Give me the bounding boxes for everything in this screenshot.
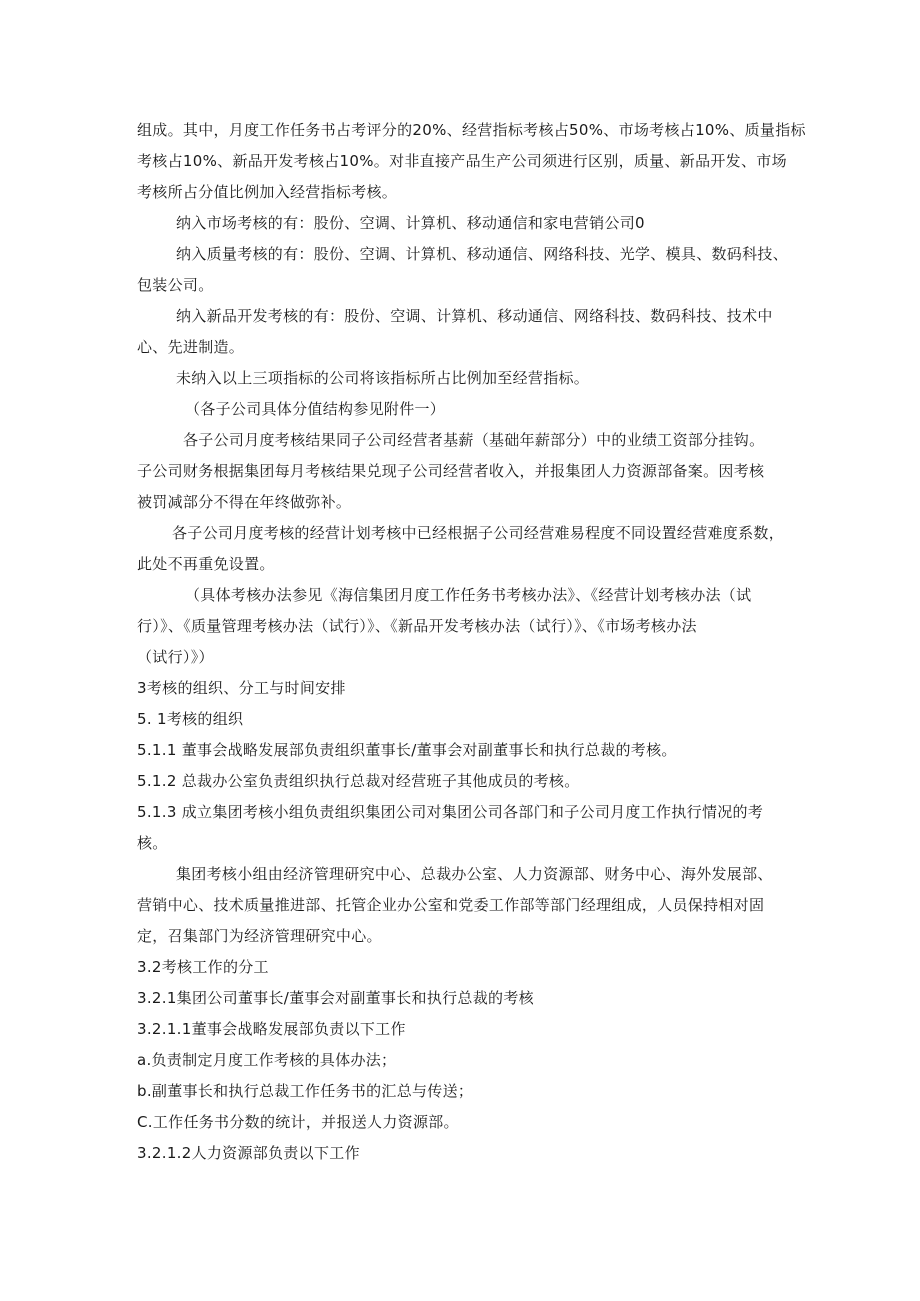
text-line: 3.2考核工作的分工 <box>137 958 269 976</box>
text-line: 纳入新品开发考核的有：股份、空调、计算机、移动通信、网络科技、数码科技、技术中 <box>176 307 773 325</box>
text-line: 此处不再重免设置。 <box>137 555 275 573</box>
text-line: 未纳入以上三项指标的公司将该指标所占比例加至经营指标。 <box>176 369 590 387</box>
text-line: （各子公司具体分值结构参见附件一） <box>185 400 446 418</box>
text-line: C.工作任务书分数的统计，并报送人力资源部。 <box>137 1113 459 1131</box>
text-line: 3.2.1.1董事会战略发展部负责以下工作 <box>137 1020 406 1038</box>
text-line: 被罚减部分不得在年终做弥补。 <box>137 493 352 511</box>
text-line: 集团考核小组由经济管理研究中心、总裁办公室、人力资源部、财务中心、海外发展部、 <box>176 865 773 883</box>
text-line: b.副董事长和执行总裁工作任务书的汇总与传送； <box>137 1082 474 1100</box>
text-line: 3.2.1集团公司董事长/董事会对副董事长和执行总裁的考核 <box>137 989 534 1007</box>
text-line: 5. 1考核的组织 <box>137 710 244 728</box>
text-line: 3考核的组织、分工与时间安排 <box>137 679 346 697</box>
text-line: 纳入市场考核的有：股份、空调、计算机、移动通信和家电营销公司0 <box>176 214 645 232</box>
text-line: 组成。其中，月度工作任务书占考评分的20%、经营指标考核占50%、市场考核占10%、质量指标 <box>137 121 806 139</box>
text-line: 定，召集部门为经济管理研究中心。 <box>137 927 382 945</box>
text-line: 营销中心、技术质量推进部、托管企业办公室和党委工作部等部门经理组成，人员保持相对固 <box>137 896 765 914</box>
text-line: （具体考核办法参见《海信集团月度工作任务书考核办法》、《经营计划考核办法（试 <box>185 586 752 604</box>
text-line: 核。 <box>137 834 168 852</box>
text-line: 纳入质量考核的有：股份、空调、计算机、移动通信、网络科技、光学、模具、数码科技、 <box>176 245 789 263</box>
text-line: （试行）》） <box>137 648 214 666</box>
text-line: 心、先进制造。 <box>137 338 245 356</box>
text-line: 5.1.2 总裁办公室负责组织执行总裁对经营班子其他成员的考核。 <box>137 772 580 790</box>
text-line: 考核占10%、新品开发考核占10%。对非直接产品生产公司须进行区别，质量、新品开发、市场 <box>137 152 787 170</box>
text-line: 5.1.3 成立集团考核小组负责组织集团公司对集团公司各部门和子公司月度工作执行情况的考 <box>137 803 764 821</box>
text-line: 各子公司月度考核结果同子公司经营者基薪（基础年薪部分）中的业绩工资部分挂钩。 <box>183 431 765 449</box>
text-line: 包装公司。 <box>137 276 214 294</box>
text-line: a.负责制定月度工作考核的具体办法； <box>137 1051 397 1069</box>
text-line: 各子公司月度考核的经营计划考核中已经根据子公司经营难易程度不同设置经营难度系数， <box>172 524 785 542</box>
text-line: 5.1.1 董事会战略发展部负责组织董事长/董事会对副董事长和执行总裁的考核。 <box>137 741 677 759</box>
text-line: 考核所占分值比例加入经营指标考核。 <box>137 183 398 201</box>
text-line: 行）》、《质量管理考核办法（试行）》、《新品开发考核办法（试行）》、《市场考核办法 <box>137 617 697 635</box>
text-line: 3.2.1.2人力资源部负责以下工作 <box>137 1144 360 1162</box>
text-line: 子公司财务根据集团每月考核结果兑现子公司经营者收入，并报集团人力资源部备案。因考核 <box>137 462 765 480</box>
